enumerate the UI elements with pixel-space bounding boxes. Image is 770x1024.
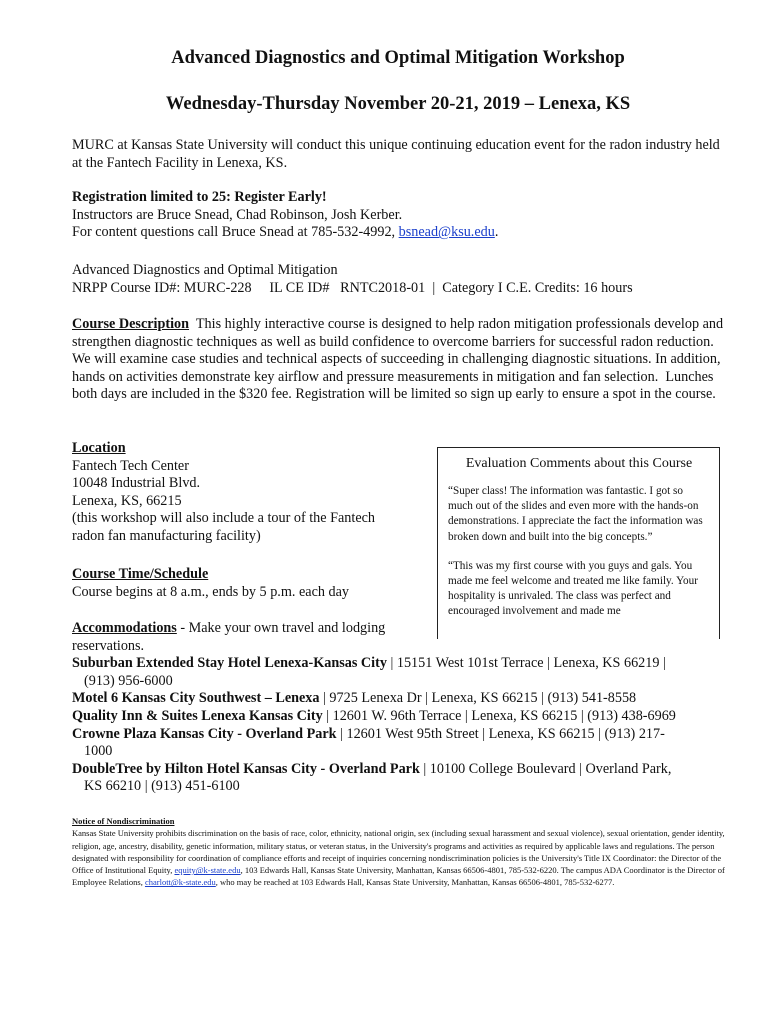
- schedule-block: [72, 566, 432, 601]
- hotel-address: | 15151 West 101st Terrace | Lenexa, KS 66219 |: [386, 655, 666, 672]
- contact-line: [72, 224, 732, 242]
- hotel-name: Crowne Plaza Kansas City - Overland Park: [72, 725, 337, 742]
- registration-block: [72, 189, 732, 242]
- location-line: Fantech Tech Center: [72, 457, 189, 474]
- location-line: 10048 Industrial Blvd.: [72, 475, 201, 492]
- hotel-name: DoubleTree by Hilton Hotel Kansas City - Overland Park: [72, 760, 420, 777]
- hotel-item: [72, 690, 732, 708]
- hotel-address: | 12601 W. 96th Terrace | Lenexa, KS 66215 | (913) 438-6969: [322, 707, 676, 724]
- contact-email-link[interactable]: bsnead@ksu.edu: [398, 224, 495, 241]
- ada-email-link[interactable]: charlott@k-state.edu: [144, 877, 216, 888]
- nondiscrimination-notice: [72, 815, 732, 889]
- hotel-name: Suburban Extended Stay Hotel Lenexa-Kansas City: [72, 655, 387, 672]
- location-block: [72, 440, 432, 546]
- location-heading: Location: [72, 440, 126, 456]
- hotel-item: [72, 708, 732, 726]
- hotel-address-cont: (913) 956-6000: [84, 672, 173, 689]
- hotel-address: | 10100 College Boulevard | Overland Park,: [419, 760, 672, 777]
- accommodations-intro-cont: reservations.: [72, 637, 145, 654]
- intro-paragraph: MURC at Kansas State University will conduct this unique continuing education event for the radon industry held at the Fantech Facility in Lenexa, KS.: [72, 137, 720, 171]
- schedule-heading: Course Time/Schedule: [72, 566, 209, 582]
- course-id-block: [72, 262, 732, 297]
- location-line: radon fan manufacturing facility): [72, 527, 261, 544]
- nondiscrimination-title: Notice of Nondiscrimination: [72, 816, 175, 826]
- hotel-item: [72, 761, 732, 779]
- accommodations-block: [72, 620, 732, 796]
- location-line: Lenexa, KS, 66215: [72, 492, 182, 509]
- nondiscrimination-text-part: , 103 Edwards Hall, Kansas State University, Manhattan, Kansas 66506-4801, 785-532-6220. The campus ADA Coordinator is the Director of Employee Relations,: [72, 865, 725, 888]
- registration-limit: Registration limited to 25: Register Early!: [72, 189, 327, 205]
- hotel-item: [72, 726, 732, 744]
- accommodations-intro: [72, 620, 732, 638]
- nondiscrimination-text-part: Kansas State University prohibits discrimination on the basis of race, color, ethnicity, national origin, sex (including sexual harassment and sexual violence), sexual orientation, gender identity, religion, age, ancestry, disability, genetic information, military status, or veteran status, in the University's programs and activities as required by applicable laws and regulations. The person designated with responsibility for coordination of compliance efforts and receipt of inquiries concerning nondiscrimination policies is the University's Title IX Coordinator: the Director of the Office of Institutional Equity,: [72, 828, 725, 876]
- evaluation-title: Evaluation Comments about this Course: [465, 456, 693, 471]
- hotel-name: Motel 6 Kansas City Southwest – Lenexa: [72, 690, 320, 707]
- hotel-address: | 12601 West 95th Street | Lenexa, KS 66215 | (913) 217-: [336, 725, 665, 742]
- course-name: Advanced Diagnostics and Optimal Mitigation: [72, 262, 338, 278]
- evaluation-box: [437, 447, 720, 639]
- evaluation-comment: “This was my first course with you guys and gals. You made me feel welcome and treated me like family. Your hospitality is unrivaled. The class was perfect and encouraged involvement and made me: [448, 559, 698, 618]
- course-description: [72, 316, 732, 404]
- course-ids: NRPP Course ID#: MURC-228 IL CE ID# RNTC2018-01 | Category I C.E. Credits: 16 hours: [72, 279, 633, 296]
- hotel-item: [72, 655, 732, 673]
- nondiscrimination-text: [72, 827, 732, 888]
- contact-prefix: For content questions call Bruce Snead at 785-532-4992,: [72, 224, 399, 241]
- event-date-location: Wednesday-Thursday November 20-21, 2019 – Lenexa, KS: [165, 94, 631, 114]
- instructors: Instructors are Bruce Snead, Chad Robinson, Josh Kerber.: [72, 206, 403, 223]
- evaluation-comment: “Super class! The information was fantastic. I got so much out of the slides and even more with the hands-on demonstrations. I appreciate the fact the information was broken down and built into the big concepts.”: [448, 485, 703, 543]
- nondiscrimination-text-part: , who may be reached at 103 Edwards Hall, Kansas State University, Manhattan, Kansas 66506-4801, 785-532-6277.: [215, 877, 615, 888]
- hotel-address-cont: KS 66210 | (913) 451-6100: [84, 778, 240, 795]
- accommodations-intro-text: - Make your own travel and lodging: [176, 620, 386, 636]
- location-line: (this workshop will also include a tour of the Fantech: [72, 510, 376, 527]
- schedule-text: Course begins at 8 a.m., ends by 5 p.m. each day: [72, 583, 349, 600]
- hotel-name: Quality Inn & Suites Lenexa Kansas City: [72, 707, 323, 724]
- equity-email-link[interactable]: equity@k-state.edu: [174, 865, 241, 876]
- description-heading: Course Description: [72, 316, 190, 332]
- hotel-address: | 9725 Lenexa Dr | Lenexa, KS 66215 | (913) 541-8558: [319, 690, 637, 707]
- contact-suffix: .: [494, 224, 499, 241]
- page-title: Advanced Diagnostics and Optimal Mitigation Workshop: [171, 48, 625, 68]
- accommodations-heading: Accommodations: [72, 620, 177, 636]
- description-text: This highly interactive course is designed to help radon mitigation professionals develop and strengthen diagnostic techniques as well as build confidence to overcome barriers for successful radon reduction. We will examine case studies and technical aspects of succeeding in challenging diagnostic situations. In addition, hands on activities demonstrate key airflow and pressure measurements in mitigation and fan selection. Lunches both days are included in the $320 fee. Registration will be limited so sign up early to ensure a spot in the course.: [72, 316, 727, 403]
- hotel-address-cont: 1000: [84, 743, 113, 760]
